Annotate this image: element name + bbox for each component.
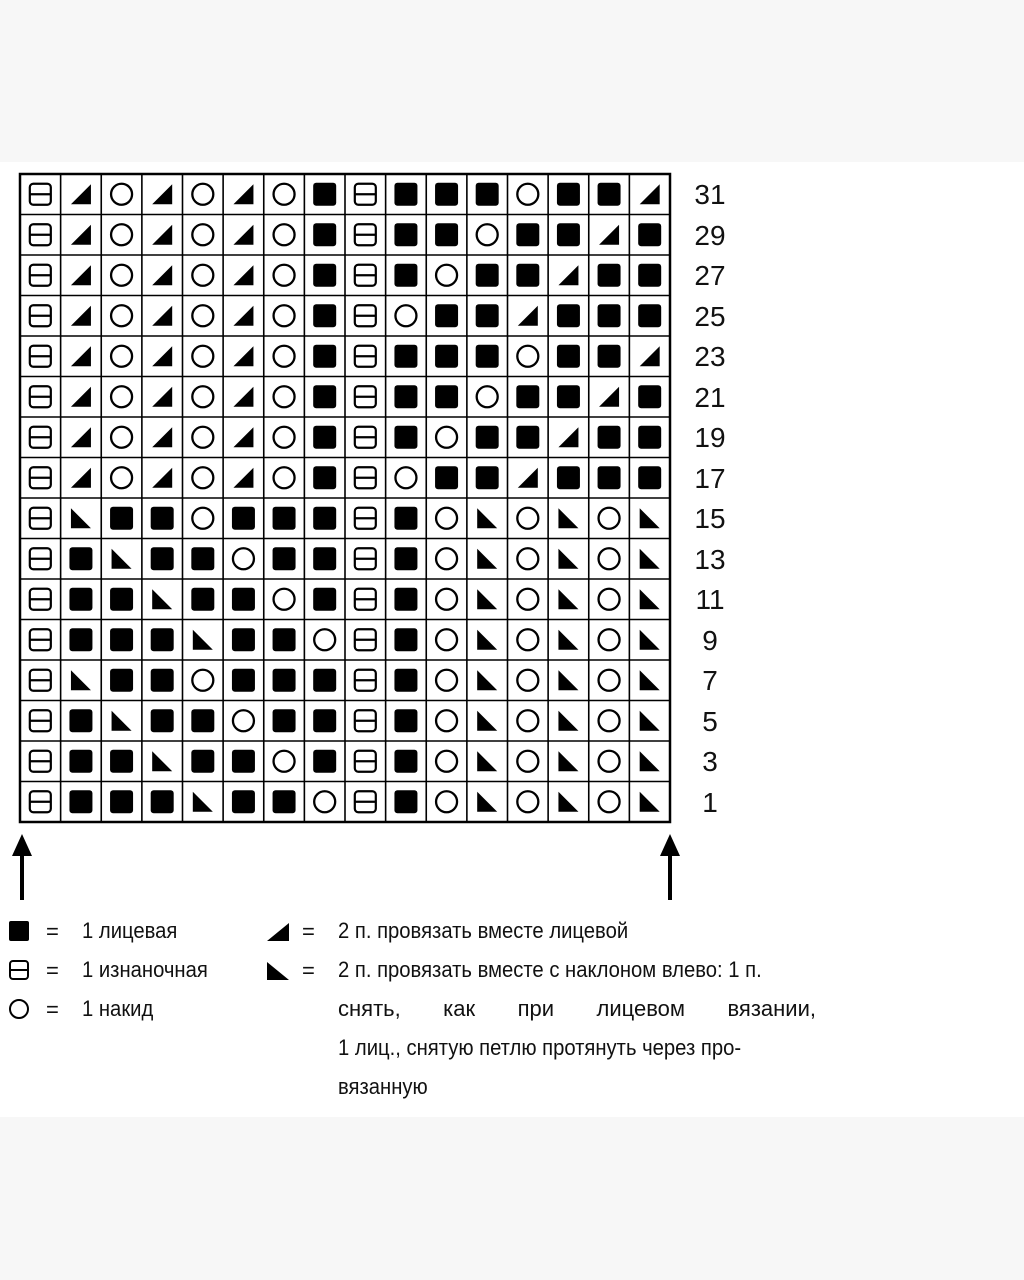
knit-stitch — [191, 750, 214, 773]
knit-stitch — [638, 385, 661, 408]
knit-stitch — [476, 264, 499, 287]
knit-stitch — [273, 669, 296, 692]
legend-equals: = — [46, 958, 59, 983]
knit-stitch — [232, 588, 255, 611]
knit-stitch — [557, 304, 580, 327]
knit-stitch — [394, 264, 417, 287]
right-slant-triangle-icon — [266, 922, 290, 942]
knit-stitch — [151, 628, 174, 651]
knit-stitch — [394, 345, 417, 368]
knit-stitch — [394, 790, 417, 813]
legend-knit-label: 1 лицевая — [82, 918, 178, 943]
knit-stitch — [232, 669, 255, 692]
legend-ssk-line: 2 п. провязать вместе с наклоном влево: 1 п. — [338, 957, 762, 982]
circle-icon — [8, 998, 30, 1020]
knit-stitch — [638, 466, 661, 489]
knit-stitch — [435, 223, 458, 246]
knit-stitch — [435, 183, 458, 206]
row-number: 21 — [694, 381, 726, 413]
knit-stitch — [394, 507, 417, 530]
knit-stitch — [313, 345, 336, 368]
knit-stitch — [273, 547, 296, 570]
knit-stitch — [557, 345, 580, 368]
row-number: 5 — [702, 705, 718, 737]
row-number: 17 — [694, 462, 726, 494]
knit-stitch — [69, 547, 92, 570]
knit-stitch — [435, 385, 458, 408]
knit-stitch — [557, 183, 580, 206]
knit-stitch — [394, 709, 417, 732]
knit-stitch — [394, 628, 417, 651]
knit-stitch — [394, 547, 417, 570]
legend-equals: = — [302, 958, 315, 983]
row-number: 13 — [694, 543, 726, 575]
knit-stitch — [638, 264, 661, 287]
knit-stitch — [313, 385, 336, 408]
knit-stitch — [557, 385, 580, 408]
knit-stitch — [191, 709, 214, 732]
row-number: 7 — [702, 665, 718, 697]
knit-stitch — [557, 223, 580, 246]
knit-stitch — [598, 183, 621, 206]
knit-stitch — [232, 790, 255, 813]
knit-stitch — [273, 507, 296, 530]
row-number: 19 — [694, 422, 726, 454]
legend-equals: = — [46, 919, 59, 944]
knit-stitch — [394, 750, 417, 773]
legend-ssk-line: снять, как при лицевом вязании, — [338, 996, 816, 1021]
knit-stitch — [394, 669, 417, 692]
knit-stitch — [394, 183, 417, 206]
knit-stitch — [598, 264, 621, 287]
knit-stitch — [151, 547, 174, 570]
row-number: 23 — [694, 341, 726, 373]
knit-stitch — [151, 507, 174, 530]
start-arrow-right-icon — [656, 834, 684, 900]
row-number: 1 — [702, 786, 718, 818]
knit-stitch — [516, 264, 539, 287]
knit-stitch — [435, 304, 458, 327]
knit-stitch — [273, 790, 296, 813]
knit-stitch — [394, 223, 417, 246]
row-number: 27 — [694, 260, 726, 292]
purl-box-icon — [8, 959, 30, 981]
row-number: 29 — [694, 219, 726, 251]
knit-stitch — [110, 507, 133, 530]
legend-purl-label: 1 изнаночная — [82, 957, 208, 982]
knit-stitch — [69, 790, 92, 813]
knit-stitch — [313, 588, 336, 611]
knit-stitch — [638, 223, 661, 246]
knit-stitch — [273, 628, 296, 651]
knit-stitch — [557, 466, 580, 489]
knit-stitch — [313, 709, 336, 732]
legend-equals: = — [302, 919, 315, 944]
knit-stitch — [232, 750, 255, 773]
knit-stitch — [232, 628, 255, 651]
row-number: 25 — [694, 300, 726, 332]
knit-stitch — [313, 547, 336, 570]
row-number: 11 — [695, 584, 725, 616]
knit-stitch — [598, 466, 621, 489]
knit-stitch — [191, 588, 214, 611]
knit-stitch — [598, 304, 621, 327]
knit-stitch — [394, 588, 417, 611]
knit-stitch — [638, 426, 661, 449]
knit-stitch — [313, 669, 336, 692]
knit-stitch — [394, 426, 417, 449]
knit-stitch — [476, 426, 499, 449]
knit-stitch — [516, 223, 539, 246]
knit-stitch — [151, 790, 174, 813]
knitting-chart-panel — [0, 162, 1024, 1117]
knit-stitch — [151, 709, 174, 732]
row-number: 31 — [694, 179, 726, 211]
knit-stitch — [313, 426, 336, 449]
knit-stitch — [313, 264, 336, 287]
knit-stitch — [394, 385, 417, 408]
knit-stitch — [69, 628, 92, 651]
knit-stitch — [69, 588, 92, 611]
knit-stitch — [638, 304, 661, 327]
knit-stitch — [313, 466, 336, 489]
knit-stitch — [313, 750, 336, 773]
legend-k2tog-label: 2 п. провязать вместе лицевой — [338, 918, 629, 943]
knit-stitch — [110, 669, 133, 692]
knit-square-icon — [8, 920, 30, 942]
knit-stitch — [435, 466, 458, 489]
knit-stitch — [191, 547, 214, 570]
legend-equals: = — [46, 997, 59, 1022]
start-arrow-left-icon — [8, 834, 36, 900]
knit-stitch — [476, 345, 499, 368]
knit-stitch — [476, 183, 499, 206]
knit-stitch — [598, 345, 621, 368]
legend-yarn-over-label: 1 накид — [82, 996, 154, 1021]
knit-stitch — [516, 426, 539, 449]
knit-stitch — [313, 183, 336, 206]
knit-stitch — [232, 507, 255, 530]
row-number: 9 — [702, 624, 718, 656]
knit-stitch — [273, 709, 296, 732]
knit-stitch — [435, 345, 458, 368]
knit-stitch — [598, 426, 621, 449]
knit-stitch — [110, 588, 133, 611]
knit-stitch — [476, 466, 499, 489]
legend-ssk-line: 1 лиц., снятую петлю протянуть через про- — [338, 1035, 742, 1060]
knit-stitch — [516, 385, 539, 408]
knit-stitch — [476, 304, 499, 327]
knit-stitch — [313, 507, 336, 530]
knit-stitch — [69, 709, 92, 732]
knit-stitch — [110, 750, 133, 773]
left-slant-triangle-icon — [266, 961, 290, 981]
knit-stitch — [313, 304, 336, 327]
knit-stitch — [69, 750, 92, 773]
knit-stitch — [313, 223, 336, 246]
row-number: 15 — [694, 503, 726, 535]
knit-stitch — [110, 628, 133, 651]
row-number: 3 — [702, 746, 718, 778]
legend-ssk-line: вязанную — [338, 1074, 428, 1099]
knit-stitch — [110, 790, 133, 813]
knit-stitch — [151, 669, 174, 692]
